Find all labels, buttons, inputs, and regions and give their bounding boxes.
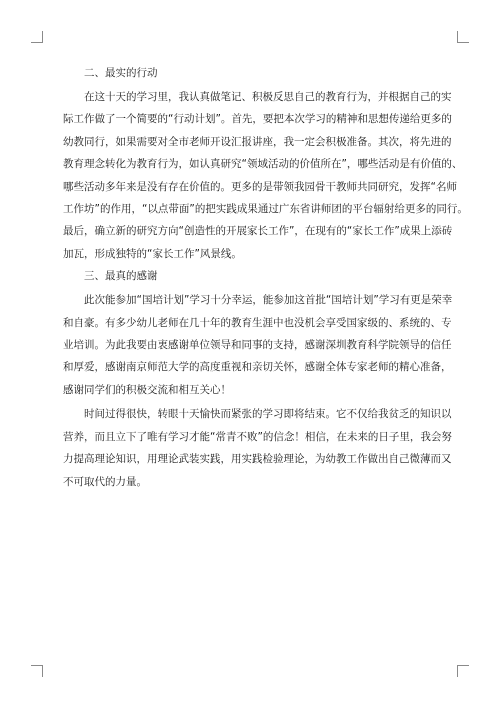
crop-mark-top-left bbox=[31, 31, 43, 43]
text-line: 在这十天的学习里，我认真做笔记、积极反思自己的教育行为，并根据自己的实 bbox=[84, 91, 452, 103]
paragraph-conclusion bbox=[63, 403, 452, 493]
document-body bbox=[63, 62, 468, 493]
paragraph-thanks bbox=[63, 289, 453, 401]
text-line: 最后，确立新的研究方向“创造性的开展家长工作”，在现有的“家长工作”成果上添砖 bbox=[63, 225, 453, 238]
text-line: 哪些活动多年来是没有存在价值的。更多的是带领我园骨干教师共同研究，发挥“名师 bbox=[63, 180, 457, 193]
text-line: 和厚爱，感谢南京师范大学的高度重视和亲切关怀，感谢全体专家老师的精心准备， bbox=[63, 361, 452, 374]
text-line: 工作坊”的作用，“以点带面”的把实践成果通过广东省讲师团的平台辐射给更多的同行。 bbox=[63, 203, 468, 216]
text-line: 感谢同学们的积极交流和相互关心！ bbox=[63, 383, 231, 396]
text-line: 际工作做了一个简要的“行动计划”。首先，要把本次学习的精神和思想传递给更多的 bbox=[63, 113, 452, 126]
crop-mark-bottom-left bbox=[31, 665, 43, 677]
crop-mark-top-right bbox=[457, 31, 469, 43]
text-line: 此次能参加“国培计划”学习十分幸运，能参加这首批“国培计划”学习有更是荣幸 bbox=[84, 294, 453, 307]
paragraph-action-plan bbox=[63, 86, 468, 265]
section-heading-actions: 二、最实的行动 bbox=[84, 67, 158, 79]
text-line: 加瓦，形成独特的“家长工作”风景线。 bbox=[63, 247, 242, 260]
text-line: 不可取代的力量。 bbox=[63, 475, 147, 488]
text-line: 教育理念转化为教育行为，如认真研究“领域活动的价值所在”，哪些活动是有价值的、 bbox=[63, 158, 463, 171]
text-line: 营养，而且立下了唯有学习才能“常青不败”的信念！相信，在未来的日子里，我会努 bbox=[63, 430, 452, 443]
text-line: 业培训。为此我要由衷感谢单位领导和同事的支持，感谢深圳教育科学院领导的信任 bbox=[63, 339, 452, 352]
text-line: 时间过得很快，转眼十天愉快而紧张的学习即将结束。它不仅给我贫乏的知识以 bbox=[84, 408, 452, 421]
text-line: 和自豪。有多少幼儿老师在几十年的教育生涯中也没机会享受国家级的、系统的、专 bbox=[63, 316, 452, 329]
section-heading-thanks: 三、最真的感谢 bbox=[84, 270, 158, 283]
text-line: 幼教同行，如果需要对全市老师开设汇报讲座，我一定会积极准备。其次，将先进的 bbox=[63, 135, 452, 148]
crop-mark-bottom-right bbox=[457, 665, 469, 677]
text-line: 力提高理论知识，用理论武装实践，用实践检验理论，为幼教工作做出自己微薄而又 bbox=[63, 453, 452, 466]
